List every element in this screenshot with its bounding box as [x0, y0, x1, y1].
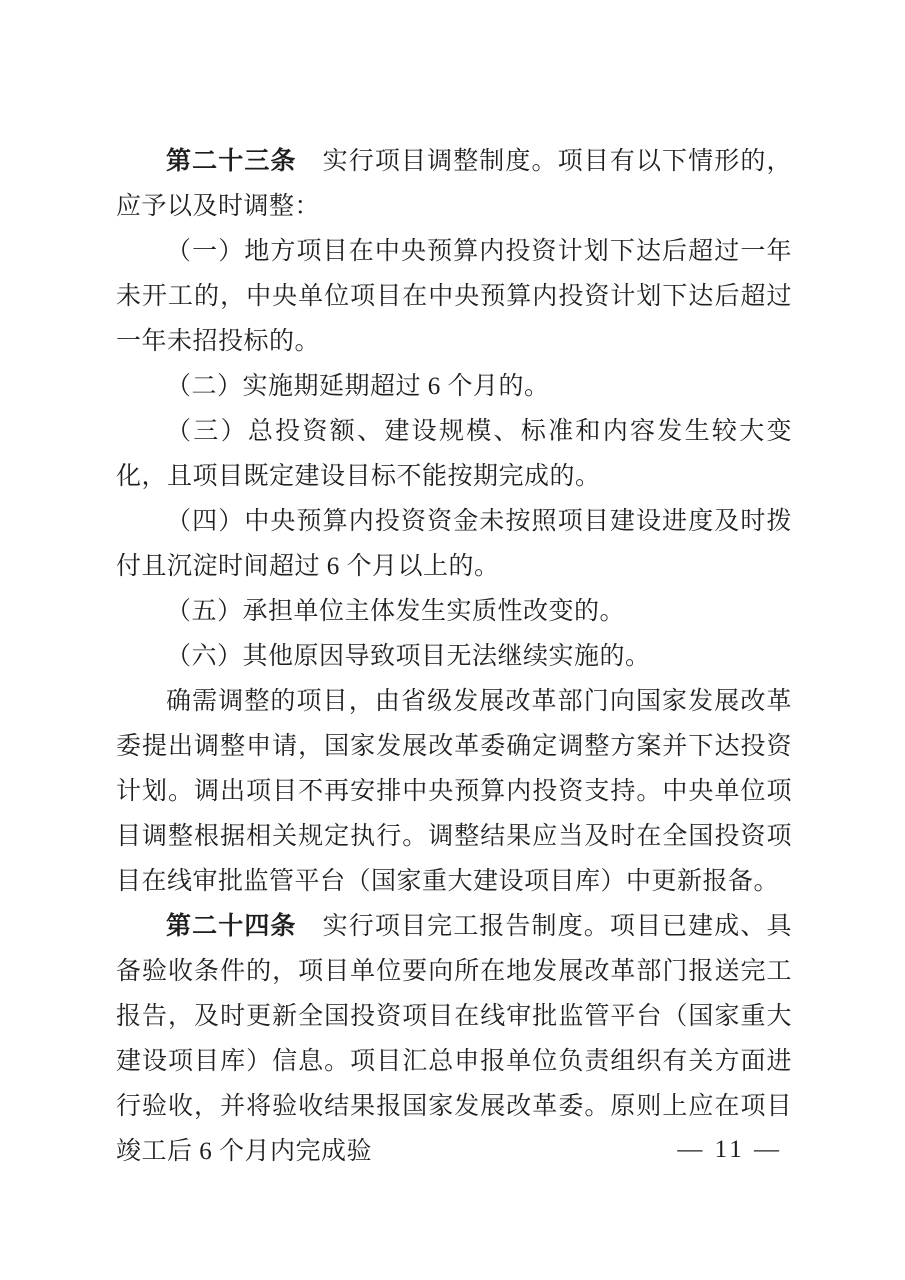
page-number: — 11 — [677, 1136, 782, 1163]
document-body [116, 139, 792, 1174]
adjustment-procedure-text: 确需调整的项目，由省级发展改革部门向国家发展改革委提出调整申请，国家发展改革委确定调整方案并下达投资计划。调出项目不再安排中央预算内投资支持。中央单位项目调整根据相关规定执行。调整结果应当及时在全国投资项目在线审批监管平台（国家重大建设项目库）中更新报备。 [116, 688, 792, 895]
clause-6-text: （六）其他原因导致项目无法继续实施的。 [166, 643, 651, 670]
clause-3-text: （三）总投资额、建设规模、标准和内容发生较大变化，且项目既定建设目标不能按期完成的。 [116, 418, 792, 490]
clause-2-text: （二）实施期延期超过 6 个月的。 [166, 373, 550, 400]
clause-item-4 [116, 499, 792, 589]
article-24-text: 实行项目完工报告制度。项目已建成、具备验收条件的，项目单位要向所在地发展改革部门报送完工报告，及时更新全国投资项目在线审批监管平台（国家重大建设项目库）信息。项目汇总申报单位负责组织有关方面进行验收，并将验收结果报国家发展改革委。原则上应在项目竣工后 6 个月内完成验 [116, 913, 792, 1165]
clause-5-text: （五）承担单位主体发生实质性改变的。 [166, 598, 626, 625]
article-23-paragraph [116, 139, 792, 229]
clause-item-3 [116, 409, 792, 499]
article-24-number: 第二十四条 [166, 913, 297, 940]
adjustment-procedure-paragraph [116, 679, 792, 904]
clause-item-6 [116, 634, 792, 679]
clause-item-5 [116, 589, 792, 634]
article-24-paragraph [116, 904, 792, 1174]
clause-item-1 [116, 229, 792, 364]
clause-item-2 [116, 364, 792, 409]
clause-4-text: （四）中央预算内投资资金未按照项目建设进度及时拨付且沉淀时间超过 6 个月以上的。 [116, 508, 792, 580]
clause-1-text: （一）地方项目在中央预算内投资计划下达后超过一年未开工的，中央单位项目在中央预算内投资计划下达后超过一年未招投标的。 [116, 238, 792, 355]
article-23-text: 实行项目调整制度。项目有以下情形的，应予以及时调整： [116, 148, 792, 220]
article-23-number: 第二十三条 [166, 148, 297, 175]
